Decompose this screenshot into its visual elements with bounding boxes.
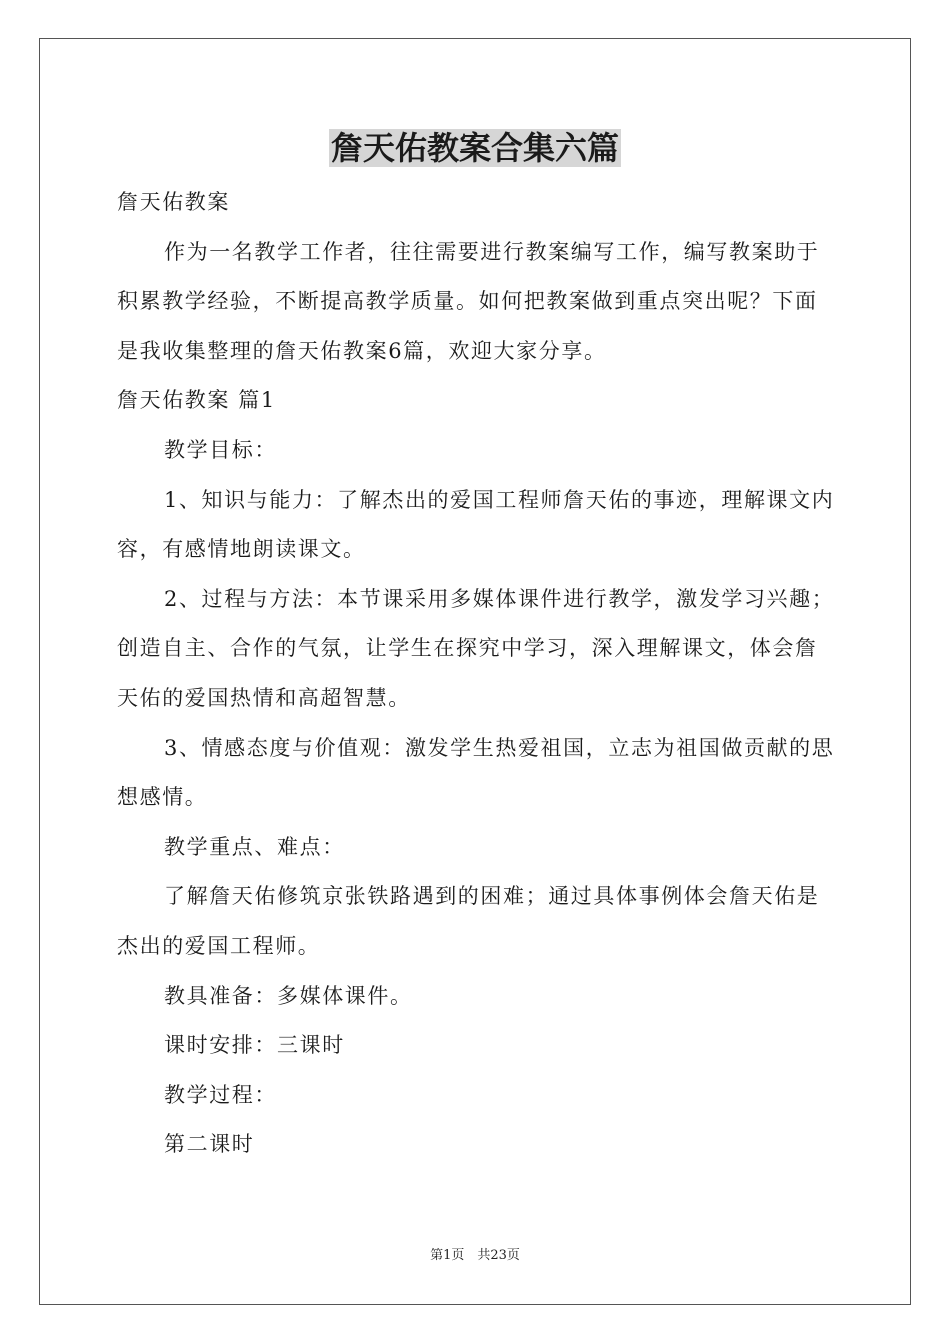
paragraph-teaching-aids: 教具准备：多媒体课件。 [164, 983, 413, 1008]
document-title-text: 詹天佑教案合集六篇 [330, 129, 619, 167]
document-title [0, 124, 950, 172]
paragraph-keypoints-heading: 教学重点、难点： [164, 834, 345, 859]
paragraph-objective-2: 2、过程与方法：本节课采用多媒体课件进行教学，激发学习兴趣；创造自主、合作的气氛，让学生在探究中学习，深入理解课文，体会詹天佑的爱国热情和高超智慧。 [117, 586, 835, 710]
paragraph-second-lesson: 第二课时 [164, 1132, 255, 1157]
paragraph-keypoints: 了解詹天佑修筑京张铁路遇到的困难；通过具体事例体会詹天佑是杰出的爱国工程师。 [117, 884, 820, 958]
paragraph-objectives-heading: 教学目标： [164, 437, 277, 462]
paragraph-process-heading: 教学过程： [164, 1082, 277, 1107]
document-body [117, 178, 837, 1170]
paragraph-intro: 作为一名教学工作者，往往需要进行教案编写工作，编写教案助于积累教学经验，不断提高教学质量。如何把教案做到重点突出呢？下面是我收集整理的詹天佑教案6篇，欢迎大家分享。 [117, 239, 820, 363]
paragraph-objective-3: 3、情感态度与价值观：激发学生热爱祖国，立志为祖国做贡献的思想感情。 [117, 735, 835, 810]
section-heading-part1: 詹天佑教案 篇1 [117, 388, 276, 413]
paragraph-objective-1: 1、知识与能力：了解杰出的爱国工程师詹天佑的事迹，理解课文内容，有感情地朗读课文。 [117, 487, 835, 562]
page-number-footer: 第1页 共23页 [430, 1248, 520, 1263]
section-heading-intro: 詹天佑教案 [117, 190, 230, 214]
paragraph-class-hours: 课时安排：三课时 [164, 1033, 345, 1058]
